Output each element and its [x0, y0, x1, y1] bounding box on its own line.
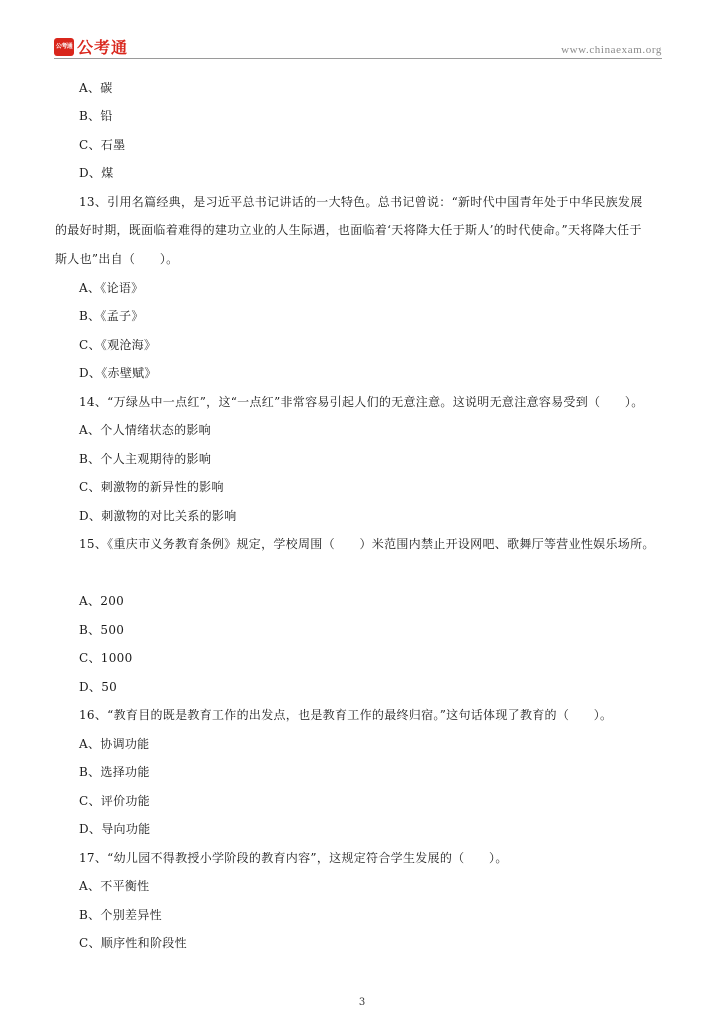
logo-text: 公考通	[77, 38, 129, 57]
option-q17-b: B、个别差异性	[79, 908, 162, 922]
option-q16-c: C、评价功能	[79, 794, 150, 808]
option-q15-c: C、1000	[79, 651, 133, 665]
option-q15-b: B、500	[79, 623, 125, 637]
question-13-line3: 斯人也”出自（ ）。	[55, 252, 179, 266]
option-q12-d: D、煤	[79, 166, 114, 180]
header-divider	[54, 58, 662, 59]
question-16: 16、“教育目的既是教育工作的出发点，也是教育工作的最终归宿。”这句话体现了教育的（ ）。	[79, 708, 613, 722]
page-number: 3	[358, 997, 366, 1008]
option-q15-d: D、50	[79, 680, 118, 694]
page-header	[0, 0, 724, 64]
option-q17-a: A、不平衡性	[79, 879, 150, 893]
logo-badge-icon: 公考通	[54, 38, 74, 56]
option-q15-a: A、200	[79, 594, 125, 608]
brand-logo[interactable]	[54, 35, 128, 58]
option-q13-c: C、《观沧海》	[79, 338, 157, 352]
option-q13-d: D、《赤壁赋》	[79, 366, 157, 380]
question-13-line2: 的最好时期，既面临着难得的建功立业的人生际遇，也面临着‘天将降大任于斯人’的时代使命。”天将降大任于	[55, 223, 642, 237]
option-q13-a: A、《论语》	[79, 281, 144, 295]
question-15: 15、《重庆市义务教育条例》规定，学校周围（ ）米范围内禁止开设网吧、歌舞厅等营业性娱乐场所。	[79, 537, 655, 551]
question-13-line1: 13、引用名篇经典，是习近平总书记讲话的一大特色。总书记曾说：“新时代中国青年处于中华民族发展	[79, 195, 643, 209]
option-q12-b: B、铅	[79, 109, 113, 123]
option-q14-c: C、刺激物的新异性的影响	[79, 480, 224, 494]
option-q12-a: A、碳	[79, 81, 113, 95]
option-q13-b: B、《孟子》	[79, 309, 144, 323]
site-url-link[interactable]: www.chinaexam.org	[561, 44, 662, 56]
option-q12-c: C、石墨	[79, 138, 126, 152]
option-q16-a: A、协调功能	[79, 737, 150, 751]
option-q17-c: C、顺序性和阶段性	[79, 936, 187, 950]
question-17: 17、“幼儿园不得教授小学阶段的教育内容”，这规定符合学生发展的（ ）。	[79, 851, 508, 865]
option-q14-b: B、个人主观期待的影响	[79, 452, 212, 466]
option-q16-d: D、导向功能	[79, 822, 151, 836]
option-q14-d: D、刺激物的对比关系的影响	[79, 509, 237, 523]
option-q14-a: A、个人情绪状态的影响	[79, 423, 211, 437]
question-14: 14、“万绿丛中一点红”，这“一点红”非常容易引起人们的无意注意。这说明无意注意容易受到（ ）。	[79, 395, 644, 409]
option-q16-b: B、选择功能	[79, 765, 150, 779]
